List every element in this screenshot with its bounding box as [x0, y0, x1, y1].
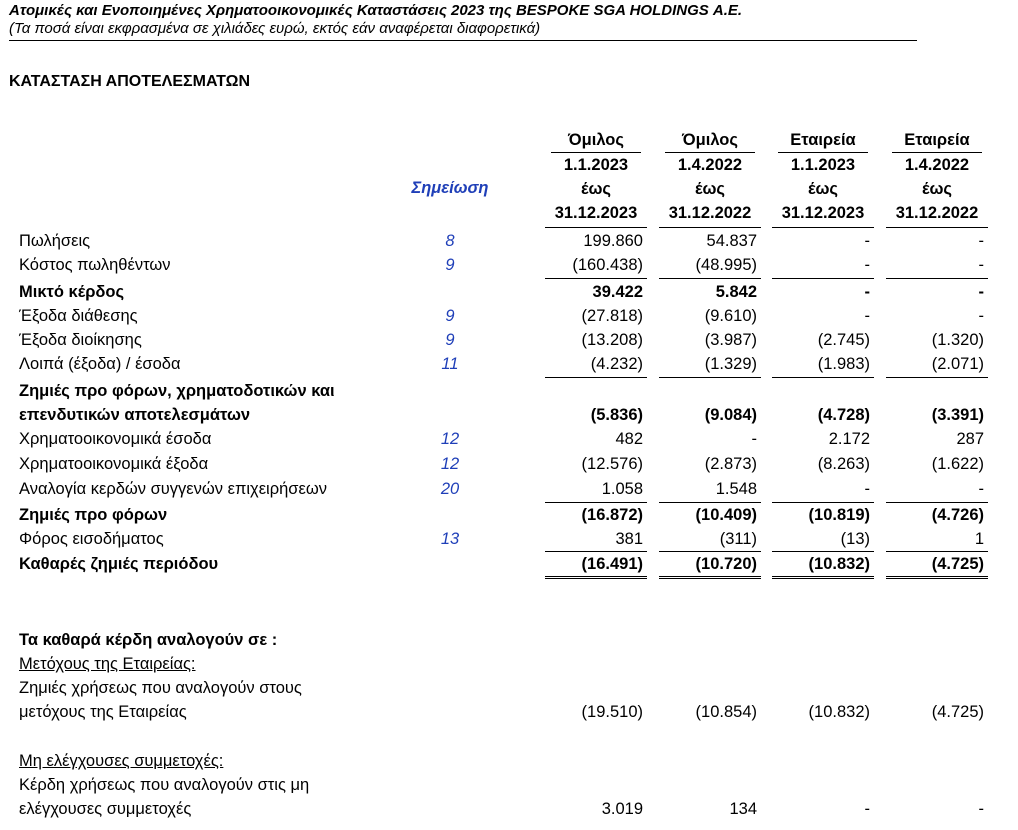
row-value: 3.019 [601, 800, 643, 818]
row-label: Ζημιές προ φόρων [19, 506, 168, 524]
attribution-title: Τα καθαρά κέρδη αναλογούν σε : [19, 631, 278, 649]
row-label: μετόχους της Εταιρείας [19, 703, 187, 721]
row-label: Χρηματοοικονομικά έξοδα [19, 455, 209, 473]
row-value: (4.232) [590, 355, 643, 373]
column-entity: Όμιλος [682, 131, 738, 149]
table-row [0, 253, 1018, 277]
table-row [0, 452, 1018, 476]
row-note: 20 [440, 480, 460, 498]
row-value: (2.745) [817, 331, 870, 349]
column-header-1 [545, 128, 647, 225]
row-value: (10.832) [808, 703, 870, 721]
row-value: (4.725) [931, 703, 984, 721]
row-label: επενδυτικών αποτελεσμάτων [19, 406, 251, 424]
header-rule [886, 227, 988, 228]
row-value: 2.172 [828, 430, 870, 448]
row-value: - [864, 232, 870, 250]
subtotal-rule [659, 377, 761, 378]
row-value: (10.832) [808, 555, 870, 573]
column-to-word: έως [808, 180, 838, 198]
nci-line: Κέρδη χρήσεως που αναλογούν στις μη [19, 776, 310, 794]
header-rule [772, 227, 874, 228]
subtotal-rule [772, 278, 874, 279]
row-label: ελέγχουσες συμμετοχές [19, 800, 192, 818]
row-note: 13 [440, 530, 460, 548]
note-column-header: Σημείωση [411, 179, 489, 197]
row-value: (10.409) [695, 506, 757, 524]
row-value: (19.510) [581, 703, 643, 721]
row-value: 381 [615, 530, 643, 548]
subtotal-rule [545, 377, 647, 378]
row-value: - [864, 256, 870, 274]
row-value: (13) [840, 530, 870, 548]
column-to-word: έως [922, 180, 952, 198]
column-from: 1.4.2022 [904, 156, 970, 174]
total-double-rule [772, 576, 874, 579]
column-from: 1.1.2023 [790, 156, 856, 174]
row-value: 1.548 [715, 480, 757, 498]
subtotal-rule [545, 278, 647, 279]
row-note: 12 [440, 455, 460, 473]
row-value: (5.836) [590, 406, 643, 424]
row-value: (1.320) [931, 331, 984, 349]
table-row-subtotal [0, 280, 1018, 304]
row-label: Χρηματοοικονομικά έσοδα [19, 430, 212, 448]
table-row-subtotal [0, 379, 1018, 403]
row-label: Έξοδα διοίκησης [19, 331, 142, 349]
subtotal-rule [886, 278, 988, 279]
table-row [0, 304, 1018, 328]
row-value: 1 [974, 530, 984, 548]
column-header-4 [886, 128, 988, 225]
row-label: Ζημιές προ φόρων, χρηματοδοτικών και [19, 382, 335, 400]
total-double-rule [886, 576, 988, 579]
row-value: (311) [719, 530, 757, 548]
column-from: 1.4.2022 [677, 156, 743, 174]
table-row [0, 328, 1018, 352]
row-value: (1.622) [931, 455, 984, 473]
table-row-subtotal [0, 403, 1018, 427]
row-value: (4.725) [931, 555, 984, 573]
row-label: Έξοδα διάθεσης [19, 307, 138, 325]
row-value: (3.987) [704, 331, 757, 349]
row-value: (10.854) [695, 703, 757, 721]
row-note: 12 [440, 430, 460, 448]
column-to: 31.12.2022 [668, 204, 752, 222]
owners-line: Ζημιές χρήσεως που αναλογούν στους [19, 679, 302, 697]
row-value: - [864, 283, 870, 301]
row-value: (48.995) [695, 256, 757, 274]
row-value: - [864, 307, 870, 325]
document-subtitle: (Τα ποσά είναι εκφρασμένα σε χιλιάδες ευρώ, εκτός εάν αναφέρεται διαφορετικά) [9, 20, 541, 37]
row-value: (10.819) [808, 506, 870, 524]
row-value: (4.726) [931, 506, 984, 524]
header-rule [659, 227, 761, 228]
owners-row [0, 700, 1018, 724]
table-row [0, 427, 1018, 451]
row-label: Πωλήσεις [19, 232, 91, 250]
row-value: - [978, 256, 984, 274]
column-to: 31.12.2022 [895, 204, 979, 222]
row-label: Καθαρές ζημιές περιόδου [19, 555, 219, 573]
row-value: (2.873) [704, 455, 757, 473]
column-entity: Εταιρεία [904, 131, 970, 149]
row-value: (9.084) [704, 406, 757, 424]
header-rule [545, 227, 647, 228]
row-label: Κόστος πωληθέντων [19, 256, 171, 274]
column-to-word: έως [581, 180, 611, 198]
row-value: (3.391) [931, 406, 984, 424]
row-note: 8 [445, 232, 455, 250]
owners-heading: Μετόχους της Εταιρείας: [19, 655, 196, 673]
row-value: 482 [615, 430, 643, 448]
total-double-rule [545, 576, 647, 579]
row-value: - [864, 480, 870, 498]
row-label: Αναλογία κερδών συγγενών επιχειρήσεων [19, 480, 327, 498]
column-to-word: έως [695, 180, 725, 198]
row-value: (10.720) [695, 555, 757, 573]
column-from: 1.1.2023 [563, 156, 629, 174]
row-value: (1.983) [817, 355, 870, 373]
row-value: (27.818) [581, 307, 643, 325]
table-row-total [0, 552, 1018, 576]
nci-row [0, 797, 1018, 821]
table-row-subtotal [0, 503, 1018, 527]
row-value: 54.837 [706, 232, 757, 250]
column-to: 31.12.2023 [554, 204, 638, 222]
row-value: (8.263) [817, 455, 870, 473]
row-value: (2.071) [931, 355, 984, 373]
row-label: Μικτό κέρδος [19, 283, 125, 301]
row-value: 1.058 [601, 480, 643, 498]
row-value: - [978, 307, 984, 325]
row-label: Φόρος εισοδήματος [19, 530, 164, 548]
row-value: - [978, 232, 984, 250]
row-value: (9.610) [704, 307, 757, 325]
nci-heading: Μη ελέγχουσες συμμετοχές: [19, 752, 224, 770]
row-note: 11 [441, 355, 459, 373]
header-divider [9, 40, 917, 41]
column-to: 31.12.2023 [781, 204, 865, 222]
row-value: - [751, 430, 757, 448]
row-note: 9 [445, 307, 455, 325]
table-row [0, 477, 1018, 501]
row-value: (1.329) [704, 355, 757, 373]
row-value: - [978, 283, 984, 301]
column-entity: Όμιλος [568, 131, 624, 149]
row-value: (12.576) [581, 455, 643, 473]
table-row [0, 352, 1018, 376]
column-header-2 [659, 128, 761, 225]
row-note: 9 [445, 256, 455, 274]
row-value: (4.728) [817, 406, 870, 424]
row-value: 287 [956, 430, 984, 448]
total-double-rule [659, 576, 761, 579]
subtotal-rule [659, 278, 761, 279]
table-row [0, 527, 1018, 551]
row-value: 5.842 [715, 283, 757, 301]
row-value: (13.208) [581, 331, 643, 349]
row-value: 39.422 [592, 283, 643, 301]
row-value: - [978, 480, 984, 498]
subtotal-rule [886, 377, 988, 378]
table-row [0, 229, 1018, 253]
row-value: - [978, 800, 984, 818]
row-value: (16.872) [581, 506, 643, 524]
row-label: Λοιπά (έξοδα) / έσοδα [19, 355, 181, 373]
subtotal-rule [772, 377, 874, 378]
column-entity: Εταιρεία [790, 131, 856, 149]
section-title: ΚΑΤΑΣΤΑΣΗ ΑΠΟΤΕΛΕΣΜΑΤΩΝ [9, 73, 251, 90]
column-header-3 [772, 128, 874, 225]
row-value: (160.438) [572, 256, 643, 274]
row-value: 134 [729, 800, 757, 818]
row-value: (16.491) [581, 555, 643, 573]
row-value: 199.860 [583, 232, 643, 250]
row-note: 9 [445, 331, 455, 349]
document-title: Ατομικές και Ενοποιημένες Χρηματοοικονομικές Καταστάσεις 2023 της BESPOKE SGA HOLDINGS Α.Ε. [9, 2, 743, 19]
row-value: - [864, 800, 870, 818]
